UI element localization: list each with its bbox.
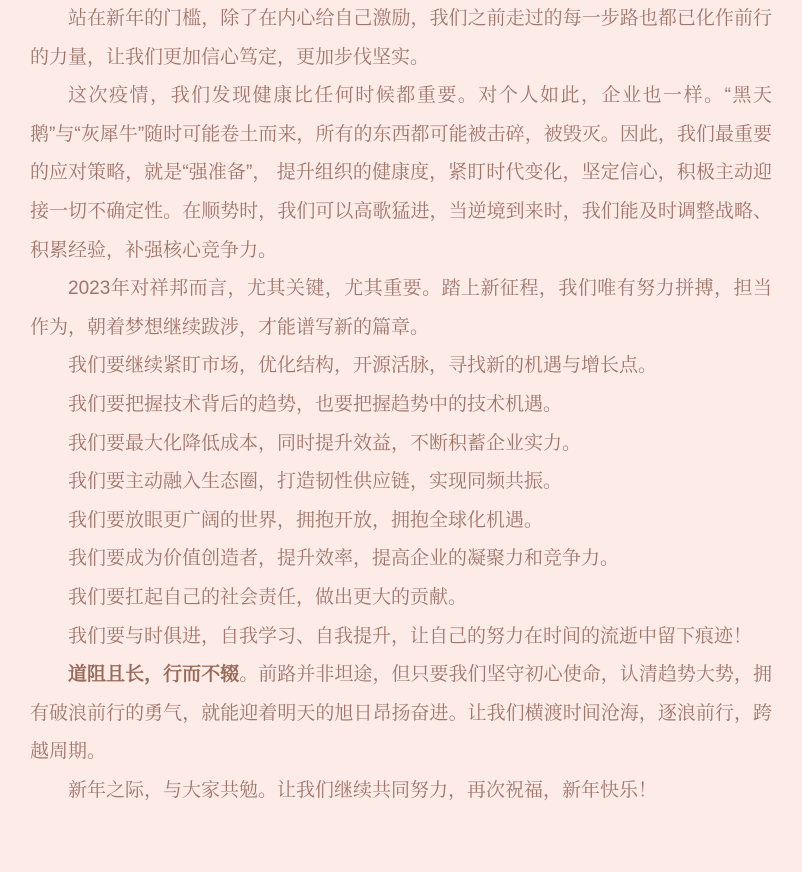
paragraph: 我们要继续紧盯市场，优化结构，开源活脉，寻找新的机遇与增长点。 xyxy=(68,355,658,377)
paragraph: 我们要放眼更广阔的世界，拥抱开放，拥抱全球化机遇。 xyxy=(68,509,544,531)
paragraph: 2023年对祥邦而言，尤其关键，尤其重要。踏上新征程，我们唯有努力拼搏，担当作为，朝着梦想继续跋涉，才能谱写新的篇章。 xyxy=(30,278,772,338)
paragraph: 我们要把握技术背后的趋势，也要把握趋势中的技术机遇。 xyxy=(68,393,563,415)
paragraph: 这次疫情，我们发现健康比任何时候都重要。对个人如此，企业也一样。“黑天鹅”与“灰犀牛”随时可能卷土而来，所有的东西都可能被击碎，被毁灭。因此，我们最重要的应对策略，就是“强准备”， 提升组织的健康度，紧盯时代变化，坚定信心，积极主动迎接一切不确定性。在顺势时，我们可以高歌猛进，当逆境到来时，我们能及时调整战略、积累经验，补强核心竞争力。 xyxy=(30,85,772,261)
bold-phrase: 道阻且长，行而不辍 xyxy=(68,664,240,686)
paragraph: 我们要扛起自己的社会责任，做出更大的贡献。 xyxy=(68,586,468,608)
paragraph: 我们要与时俱进，自我学习、自我提升，让自己的努力在时间的流逝中留下痕迹！ xyxy=(68,625,753,647)
paragraph: 我们要成为价值创造者，提升效率，提高企业的凝聚力和竞争力。 xyxy=(68,548,620,570)
paragraph: 站在新年的门槛，除了在内心给自己激励，我们之前走过的每一步路也都已化作前行的力量，让我们更加信心笃定，更加步伐坚实。 xyxy=(30,8,772,68)
paragraph: 道阻且长，行而不辍。前路并非坦途，但只要我们坚守初心使命，认清趋势大势，拥有破浪前行的勇气，就能迎着明天的旭日昂扬奋进。让我们横渡时间沧海，逐浪前行，跨越周期。 xyxy=(30,664,772,763)
paragraph: 我们要最大化降低成本，同时提升效益，不断积蓄企业实力。 xyxy=(68,432,582,454)
paragraph: 新年之际，与大家共勉。让我们继续共同努力，再次祝福，新年快乐！ xyxy=(68,779,658,801)
paragraph: 我们要主动融入生态圈，打造韧性供应链，实现同频共振。 xyxy=(68,471,563,493)
